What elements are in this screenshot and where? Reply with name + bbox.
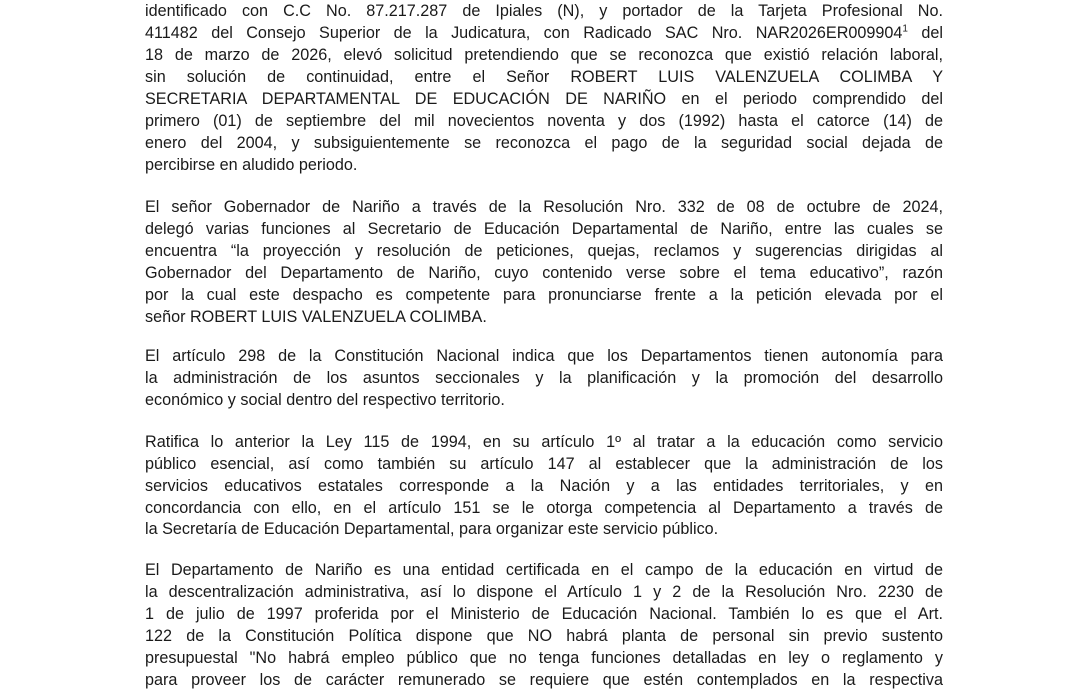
footnote-marker: 1 (902, 23, 908, 35)
text-line: la Secretaría de Educación Departamental, para organizar este servicio público. (145, 520, 719, 538)
text-line: 1 de julio de 1997 proferida por el Ministerio de Educación Nacional. También lo es que el Art. (145, 605, 943, 623)
text-line: Ratifica lo anterior la Ley 115 de 1994, en su artículo 1º al tratar a la educación como servicio (145, 433, 943, 451)
text-line: económico y social dentro del respectivo territorio. (145, 391, 505, 409)
text-line: la administración de los asuntos seccionales y la planificación y la promoción del desarrollo (145, 369, 943, 387)
text-line: para proveer los de carácter remunerado se requiere que estén contemplados en la respectiva (145, 671, 943, 689)
text-line: percibirse en aludido periodo. (145, 156, 358, 174)
text-line: público esencial, así como también su artículo 147 al establecer que la administración de los (145, 455, 943, 473)
text-span: 411482 del Consejo Superior de la Judicatura, con Radicado SAC Nro. NAR2026ER009904 (145, 24, 903, 42)
text-line: primero (01) de septiembre del mil novecientos noventa y dos (1992) hasta el catorce (14) de (145, 112, 943, 130)
text-line: Gobernador del Departamento de Nariño, cuyo contenido verse sobre el tema educativo”, razón (145, 264, 943, 282)
text-line: presupuestal "No habrá empleo público que no tenga funciones detalladas en ley o reglamento y (145, 649, 943, 667)
text-line: encuentra “la proyección y resolución de peticiones, quejas, reclamos y sugerencias dirigidas al (145, 242, 943, 260)
text-span: del (907, 24, 943, 42)
text-line: delegó varias funciones al Secretario de Educación Departamental de Nariño, entre las cuales se (145, 220, 943, 238)
text-line: sin solución de continuidad, entre el Señor ROBERT LUIS VALENZUELA COLIMBA Y (145, 68, 943, 86)
text-line: la descentralización administrativa, así lo dispone el Artículo 1 y 2 de la Resolución Nro. 2230 de (145, 583, 943, 601)
text-line: servicios educativos estatales corresponde a la Nación y a las entidades territoriales, y en (145, 477, 943, 495)
text-line: 122 de la Constitución Política dispone que NO habrá planta de personal sin previo sustento (145, 627, 943, 645)
text-line: SECRETARIA DEPARTAMENTAL DE EDUCACIÓN DE NARIÑO en el periodo comprendido del (145, 90, 943, 108)
text-line: El señor Gobernador de Nariño a través de la Resolución Nro. 332 de 08 de octubre de 2024, (145, 198, 943, 216)
text-line: señor ROBERT LUIS VALENZUELA COLIMBA. (145, 308, 487, 326)
text-line: enero del 2004, y subsiguientemente se reconozca el pago de la seguridad social dejada de (145, 134, 943, 152)
text-line: El Departamento de Nariño es una entidad certificada en el campo de la educación en virtud de (145, 561, 943, 579)
text-line: El artículo 298 de la Constitución Nacional indica que los Departamentos tienen autonomía para (145, 347, 943, 365)
text-line: concordancia con ello, en el artículo 151 se le otorga competencia al Departamento a través de (145, 499, 943, 517)
text-line: identificado con C.C No. 87.217.287 de Ipiales (N), y portador de la Tarjeta Profesional No. (145, 2, 943, 20)
text-line (145, 22, 943, 44)
text-line: 18 de marzo de 2026, elevó solicitud pretendiendo que se reconozca que existió relación laboral, (145, 46, 943, 64)
text-line: por la cual este despacho es competente para pronunciarse frente a la petición elevada por el (145, 286, 943, 304)
